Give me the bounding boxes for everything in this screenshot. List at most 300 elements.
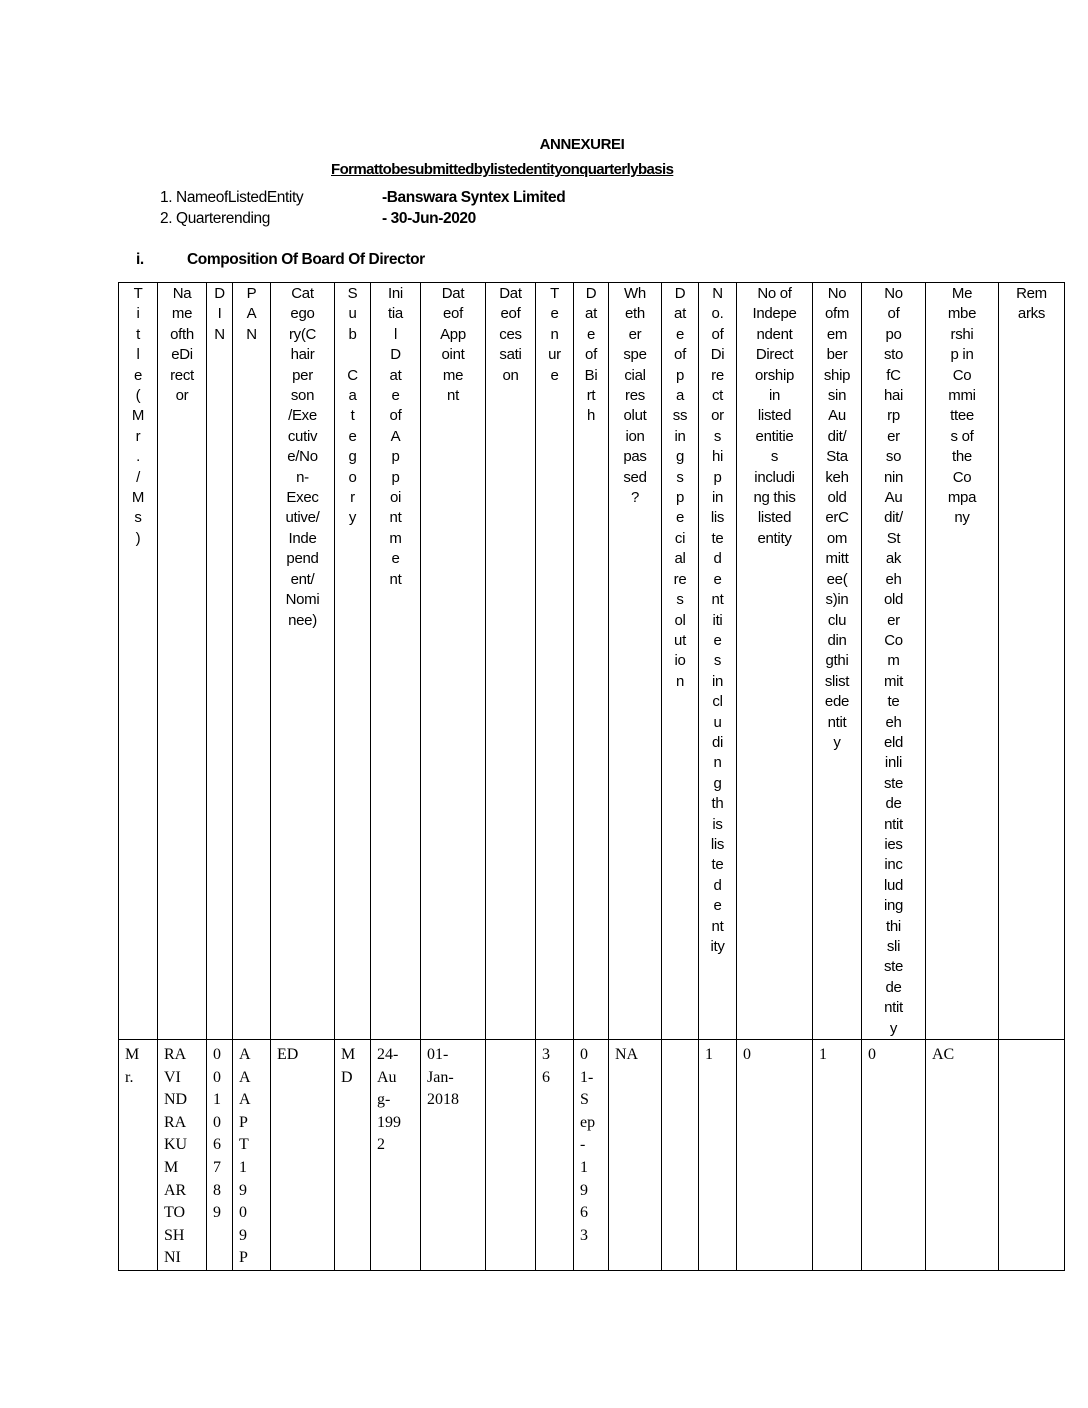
column-header-line: nt [389, 570, 402, 588]
column-header-line: ndent [756, 325, 793, 343]
table-cell [335, 1040, 371, 1271]
column-header-line: Dat [441, 285, 465, 302]
column-header-line: ny [954, 509, 970, 527]
column-header-line: ies [884, 835, 903, 853]
table-cell-line: KU [164, 1136, 188, 1154]
column-header-line: No [884, 285, 903, 302]
column-header-line: ol [674, 611, 686, 629]
column-header-line: o. [711, 305, 724, 323]
column-header-line: i [136, 305, 140, 323]
column-header-line: old [883, 591, 904, 609]
table-cell-line: M [341, 1046, 356, 1064]
column-header-line: of [389, 407, 402, 425]
table-cell-line: A [239, 1046, 251, 1064]
column-header [233, 283, 271, 1040]
column-header-line: p [391, 468, 400, 486]
column-header-line: re [673, 570, 687, 588]
column-header-line: N [214, 325, 225, 343]
column-header-line: M [131, 489, 145, 507]
table-cell-line: A [239, 1068, 251, 1086]
column-header-line: y [889, 1019, 898, 1037]
column-header-line: n- [296, 468, 309, 486]
column-header-line: rect [170, 366, 194, 384]
table-cell-line: SH [164, 1226, 185, 1244]
column-header-line: er [887, 611, 900, 629]
column-header-line: of [674, 346, 686, 364]
column-header-line: r [135, 427, 141, 445]
column-header-line: a [348, 387, 357, 405]
column-header-line: di [711, 733, 724, 751]
column-header-line: C [347, 366, 358, 384]
column-header-line: hai [883, 387, 904, 405]
table-cell-line: 0 [580, 1046, 588, 1064]
column-header-line: olut [623, 407, 647, 425]
column-header-line: e [391, 550, 400, 568]
table-cell-line: 24- [377, 1046, 399, 1064]
table-cell-line: M [164, 1159, 179, 1176]
table-cell-line: 1- [580, 1068, 594, 1086]
column-header-line: arks [1017, 305, 1046, 323]
table-cell-line: ep [580, 1113, 596, 1131]
table-cell-line: 6 [213, 1136, 221, 1154]
column-header-line: p in [950, 346, 974, 364]
column-header-line: d [713, 550, 722, 568]
column-header-line: me [171, 305, 193, 323]
column-header-line: per [292, 366, 313, 384]
column-header-line: e [550, 366, 559, 384]
column-header-line: D [674, 285, 686, 302]
column-header-line: sati [499, 346, 522, 364]
table-cell-line: 01- [427, 1046, 449, 1064]
column-header-line: nt [711, 917, 724, 935]
info-label: 2. Quarterending [160, 210, 270, 227]
column-header-line: S [347, 285, 358, 302]
table-cell [233, 1040, 271, 1271]
table-cell-line: 9 [239, 1226, 247, 1244]
column-header-line: e/No [287, 448, 318, 466]
table-cell-line: 0 [213, 1068, 221, 1086]
column-header-line: e [133, 366, 143, 384]
column-header-line: listed [757, 509, 792, 527]
column-header-line: eh [885, 570, 902, 588]
table-cell-line: 6 [542, 1068, 550, 1086]
table-cell [207, 1040, 233, 1271]
annexure-title: ANNEXUREI [539, 136, 625, 153]
column-header-line: eof [443, 305, 463, 323]
table-cell-line: 1 [239, 1159, 247, 1176]
table-cell-line: 0 [868, 1046, 876, 1064]
column-header-line: p [391, 448, 400, 466]
column-header-line: thi [886, 917, 901, 935]
table-cell [371, 1040, 421, 1271]
column-header-line: of [711, 325, 724, 343]
table-cell-line: 2018 [427, 1091, 459, 1109]
column-header-line: pend [286, 550, 319, 568]
column-header-line: om [826, 529, 848, 547]
column-header-line: y [348, 509, 357, 527]
column-header-line: N [246, 325, 257, 343]
column-header-line: Rem [1016, 285, 1047, 302]
column-header-line: D [585, 285, 597, 302]
column-header-line: is [712, 815, 723, 833]
column-header-line: p [675, 366, 685, 384]
column-header-line: includi [754, 468, 795, 486]
column-header-line: ct [711, 387, 724, 405]
column-header-line: u [348, 305, 357, 323]
column-header-line: eof [500, 305, 521, 323]
column-header-line: t [136, 325, 140, 343]
column-header-line: e [586, 325, 596, 343]
column-header-line: g [675, 448, 685, 466]
column-header-line: or [175, 387, 189, 405]
column-header-line: M [131, 407, 145, 425]
column-header-line: me [442, 366, 464, 384]
column-header [862, 283, 926, 1040]
column-header-line: mbe [947, 305, 977, 323]
column-header-line: u [713, 713, 722, 731]
column-header-line: at [389, 366, 402, 384]
column-header-line: ity [710, 938, 725, 955]
column-header-line: at [674, 305, 686, 323]
column-header-line: hair [290, 346, 315, 364]
column-header [574, 283, 609, 1040]
table-cell-line: r. [125, 1068, 134, 1086]
column-header-line: er [887, 427, 900, 445]
column-header-line: r [350, 489, 355, 507]
column-header-line: ofth [170, 325, 194, 343]
column-header [158, 283, 207, 1040]
column-header-line: n [550, 325, 559, 343]
column-header-line: sto [883, 346, 904, 364]
table-cell-line: T [239, 1136, 249, 1154]
column-header [662, 283, 699, 1040]
column-header-line: or [711, 407, 724, 425]
table-cell-line: 2 [377, 1136, 385, 1154]
table-cell-line: 0 [213, 1046, 221, 1064]
info-value: - 30-Jun-2020 [382, 210, 476, 227]
column-header-line: utive/ [285, 509, 320, 527]
info-value: -Banswara Syntex Limited [382, 189, 566, 206]
column-header-line: mmi [948, 387, 976, 405]
column-header-line: Co [952, 366, 972, 384]
column-header-line: ur [548, 346, 561, 364]
column-header-line: erC [825, 509, 849, 527]
table-cell [737, 1040, 813, 1271]
column-header-line: ( [135, 387, 141, 405]
column-header-line: th [711, 795, 724, 813]
column-header-line: slist [824, 672, 850, 690]
column-header-line: Sta [826, 448, 848, 466]
table-cell-line: D [341, 1068, 353, 1086]
column-header-line: . [136, 448, 140, 466]
column-header [699, 283, 737, 1040]
table-header-row [119, 283, 1065, 1040]
column-header-line: ste [883, 774, 904, 792]
column-header [999, 283, 1065, 1040]
table-cell [862, 1040, 926, 1271]
table-cell-line: 1 [580, 1159, 588, 1176]
column-header-line: Wh [624, 285, 646, 302]
column-header-line: de [885, 978, 902, 996]
column-header-line: rp [887, 407, 900, 425]
column-header-line: cutiv [287, 427, 318, 445]
table-cell [609, 1040, 662, 1271]
table-cell-line: NA [615, 1046, 639, 1064]
column-header-line: p [713, 468, 722, 486]
column-header-line: d [713, 876, 722, 894]
column-header-line: po [885, 325, 902, 343]
column-header-line: N [712, 285, 723, 302]
column-header-line: entitie [755, 427, 794, 445]
table-cell-line: 9 [580, 1181, 588, 1199]
table-cell-line: 6 [580, 1204, 588, 1222]
column-header-line: entity [757, 529, 792, 547]
table-cell-line: TO [164, 1204, 186, 1222]
column-header-line: D [214, 285, 225, 302]
table-cell-line: - [580, 1136, 586, 1154]
column-header [335, 283, 371, 1040]
table-cell-line: g- [377, 1091, 391, 1109]
column-header [119, 283, 158, 1040]
table-cell-line: 3 [580, 1226, 588, 1244]
table-cell-line: ND [164, 1091, 188, 1109]
column-header-line: ) [135, 529, 141, 547]
column-header-line: s [713, 427, 722, 445]
column-header-line: T [133, 285, 143, 302]
column-header-line: e [675, 509, 685, 527]
column-header-line: of [887, 305, 900, 323]
column-header-line: s [676, 591, 684, 609]
table-cell-line: RA [164, 1113, 187, 1131]
column-header-line: y [833, 733, 841, 751]
column-header-line: a [675, 387, 685, 405]
table-cell-line: ED [277, 1046, 299, 1064]
column-header [737, 283, 813, 1040]
column-header-line: s [770, 448, 779, 466]
column-header-line: e [713, 897, 722, 915]
column-header-line: lud [883, 876, 904, 894]
column-header-line: /Exe [288, 407, 317, 425]
board-composition-table [118, 282, 1065, 1271]
column-header-line: s [676, 468, 684, 486]
section-number: i. [136, 251, 144, 268]
table-cell-line: AC [932, 1046, 955, 1064]
column-header-line: Indepe [752, 305, 797, 323]
table-cell [119, 1040, 158, 1271]
column-header-line: rt [586, 387, 596, 405]
column-header [421, 283, 486, 1040]
column-header-line: orship [754, 366, 795, 384]
column-header-line: s [134, 509, 142, 527]
table-cell-line: Au [377, 1068, 397, 1086]
column-header-line: lis [710, 509, 725, 527]
table-cell [662, 1040, 699, 1271]
column-header-line: listed [757, 407, 792, 425]
column-header-line: ship [823, 366, 851, 384]
table-cell-line: 1 [705, 1046, 713, 1064]
column-header-line: inc [884, 856, 903, 874]
column-header-line: n [675, 672, 685, 690]
table-cell-line: S [580, 1091, 589, 1109]
column-header-line: Direct [755, 346, 794, 364]
column-header [207, 283, 233, 1040]
column-header-line: gthi [825, 652, 849, 670]
column-header-line: e [348, 427, 357, 445]
column-header-line: ng this [753, 489, 796, 507]
table-cell-line: 0 [213, 1113, 221, 1131]
table-cell-line: 8 [213, 1181, 221, 1199]
column-header-line: in [768, 387, 781, 405]
table-cell-line: 1 [819, 1046, 827, 1064]
column-header-line: s [713, 652, 722, 670]
column-header-line: ? [630, 489, 640, 507]
column-header-line: em [826, 325, 848, 343]
column-header [536, 283, 574, 1040]
column-header-line: Co [952, 468, 972, 486]
column-header-line: D [390, 346, 401, 364]
table-cell-line: 7 [213, 1159, 221, 1176]
column-header-line: h [586, 407, 596, 425]
table-cell-line: 1 [213, 1091, 221, 1109]
column-header-line: St [886, 529, 901, 547]
column-header-line: Nomi [285, 591, 320, 609]
column-header-line: P [246, 285, 257, 302]
column-header-line: so [885, 448, 902, 466]
column-header-line: te [887, 693, 900, 711]
column-header-line: cial [624, 366, 646, 384]
table-cell-line: P [239, 1113, 248, 1131]
column-header-line: ces [499, 325, 522, 343]
column-header-line: ci [674, 529, 686, 547]
column-header-line: l [136, 346, 140, 364]
column-header-line: ion [625, 427, 645, 445]
column-header [926, 283, 999, 1040]
column-header-line: Au [828, 407, 846, 425]
column-header-line: ak [885, 550, 902, 568]
table-cell-line: 9 [213, 1204, 221, 1222]
format-subtitle: Formattobesubmittedbylistedentityonquarterlybasis [331, 161, 674, 178]
table-cell-line: M [125, 1046, 140, 1064]
column-header-line: e [713, 631, 722, 649]
column-header-line: Exec [286, 489, 319, 507]
column-header-line: nt [389, 509, 402, 527]
column-header-line: ent/ [290, 570, 315, 588]
table-cell-line: A [239, 1091, 251, 1109]
table-cell [813, 1040, 862, 1271]
column-header-line: ee( [826, 570, 848, 588]
column-header-line: tia [388, 305, 403, 323]
column-header-line: ber [826, 346, 848, 364]
table-cell [486, 1040, 536, 1271]
column-header-line: ss [672, 407, 688, 425]
table-row [119, 1040, 1065, 1271]
column-header-line: on [502, 366, 519, 384]
column-header [609, 283, 662, 1040]
column-header-line: nt [711, 591, 724, 609]
column-header-line: eDi [171, 346, 193, 364]
table-cell-line: VI [164, 1068, 181, 1086]
table-cell-line: 3 [542, 1046, 550, 1064]
column-header-line: ntit [884, 999, 903, 1017]
column-header-line: s of [950, 427, 974, 445]
column-header-line: Au [884, 489, 903, 507]
column-header-line: the [952, 448, 972, 466]
column-header-line: t [350, 407, 355, 425]
column-header-line: mit [883, 672, 904, 690]
column-header-line: A [390, 427, 401, 445]
column-header-line: e [713, 570, 722, 588]
column-header-line: T [550, 285, 559, 302]
column-header-line: er [628, 325, 642, 343]
table-cell-line: Jan- [427, 1068, 454, 1086]
column-header-line: b [348, 325, 357, 343]
column-header-line: al [674, 550, 686, 568]
column-header-line: te [711, 529, 724, 547]
info-label: 1. NameofListedEntity [160, 189, 304, 206]
column-header-line: res [625, 387, 645, 405]
table-cell [574, 1040, 609, 1271]
column-header-line: son [290, 387, 315, 405]
column-header-line: ut [674, 631, 686, 649]
column-header-line: clu [827, 611, 847, 629]
section-title: Composition Of Board Of Director [187, 251, 425, 268]
column-header-line: Bi [584, 366, 598, 384]
table-cell-line: RA [164, 1046, 187, 1064]
table-cell-line: AR [164, 1181, 187, 1199]
table-cell [926, 1040, 999, 1271]
column-header-line: Di [710, 346, 725, 364]
column-header-line: No of [757, 285, 792, 302]
column-header-line: sin [827, 387, 847, 405]
column-header-line: fC [886, 366, 901, 384]
column-header-line: Inde [288, 529, 317, 547]
table-cell [421, 1040, 486, 1271]
column-header-line: mitt [825, 550, 849, 568]
table-cell-line: 9 [239, 1181, 247, 1199]
column-header-line: oi [389, 489, 402, 507]
column-header-line: in [711, 672, 724, 690]
table-cell-line: P [239, 1249, 248, 1267]
table-cell [536, 1040, 574, 1271]
column-header-line: din [827, 631, 847, 649]
column-header-line: m [389, 529, 402, 547]
column-header-line: spe [623, 346, 647, 364]
column-header-line: dit/ [884, 509, 903, 527]
column-header-line: at [585, 305, 597, 323]
column-header-line: No [827, 285, 847, 302]
column-header-line [335, 345, 370, 365]
column-header-line: Ini [388, 285, 403, 302]
table-cell [699, 1040, 737, 1271]
column-header-line: oint [441, 346, 465, 364]
column-header-line: ing [883, 897, 904, 915]
column-header-line: e [391, 387, 400, 405]
column-header-line: e [550, 305, 559, 323]
column-header-line: n [713, 754, 722, 772]
column-header-line: App [440, 325, 466, 343]
column-header-line: l [393, 325, 398, 343]
column-header-line: keh [825, 468, 849, 486]
column-header [371, 283, 421, 1040]
column-header-line: eh [885, 713, 902, 731]
column-header-line: e [675, 325, 685, 343]
column-header-line: Cat [291, 285, 314, 302]
column-header-line: nin [883, 468, 904, 486]
column-header-line: A [246, 305, 257, 323]
column-header-line: re [711, 366, 724, 384]
column-header-line: rshi [950, 325, 974, 343]
column-header-line: de [885, 795, 902, 813]
